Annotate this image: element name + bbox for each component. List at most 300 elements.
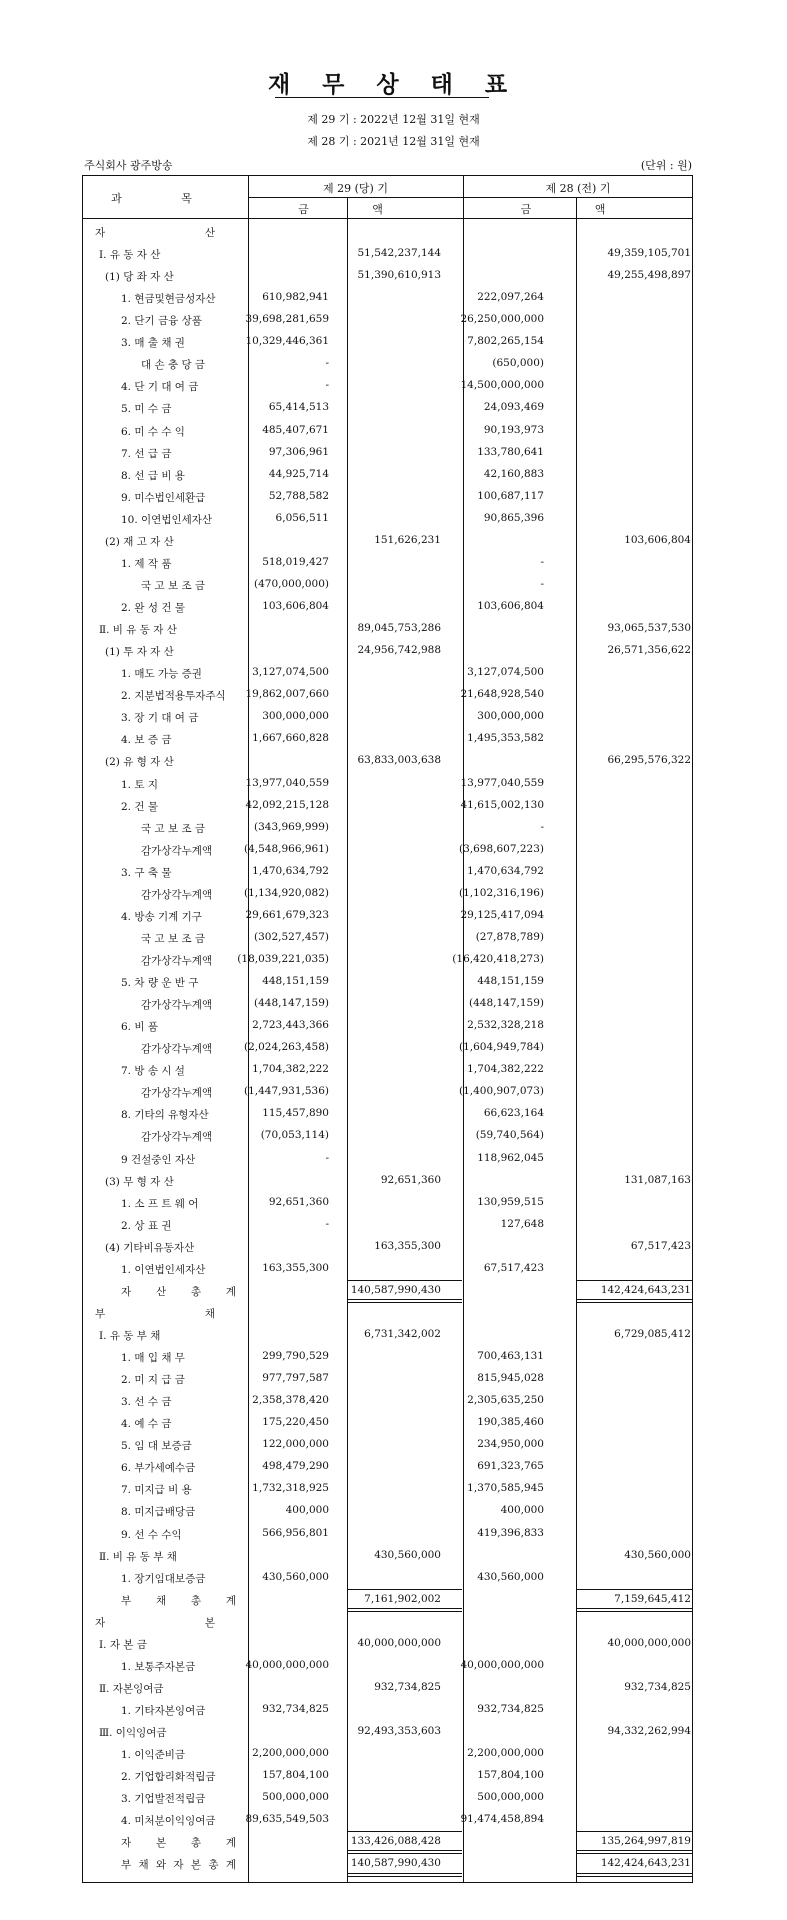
table-row	[83, 529, 694, 551]
table-row	[83, 352, 694, 374]
table-row	[83, 485, 694, 507]
current-subtotal-amount: 430,560,000	[374, 1548, 441, 1561]
current-subtotal-amount: 7,161,902,002	[364, 1592, 441, 1605]
period-current: 제 29 기 : 2022년 12월 31일 현재	[307, 113, 480, 126]
table-row	[83, 330, 694, 352]
prior-detail-amount: 13,977,040,559	[460, 776, 544, 789]
row-label: (2) 유 형 자 산	[105, 756, 174, 769]
row-label: Ⅱ. 자본잉여금	[99, 1682, 164, 1695]
prior-subtotal-amount: 142,424,643,231	[600, 1857, 691, 1870]
table-row	[83, 396, 694, 418]
table-row	[83, 1522, 694, 1544]
current-detail-amount: 299,790,529	[262, 1350, 329, 1363]
prior-detail-amount: (448,147,159)	[469, 997, 544, 1010]
current-detail-amount: (470,000,000)	[254, 577, 329, 590]
total-top-rule	[577, 1853, 692, 1854]
table-row	[83, 595, 694, 617]
table-row	[83, 992, 694, 1014]
prior-detail-amount: 190,385,460	[477, 1416, 544, 1429]
table-row	[83, 242, 694, 264]
prior-detail-amount: 500,000,000	[477, 1791, 544, 1804]
current-detail-amount: 19,862,007,660	[245, 688, 329, 701]
table-row	[83, 1632, 694, 1654]
table-row	[83, 1014, 694, 1036]
row-label: 감가상각누계액	[141, 844, 213, 857]
row-label: 국 고 보 조 금	[141, 932, 206, 945]
table-row	[83, 573, 694, 595]
current-detail-amount: (18,039,221,035)	[237, 952, 329, 965]
row-label: 1. 기타자본잉여금	[121, 1705, 206, 1718]
table-row	[83, 1213, 694, 1235]
current-subtotal-amount: 6,731,342,002	[364, 1328, 441, 1340]
current-detail-amount: (343,969,999)	[254, 820, 329, 833]
prior-detail-amount: 40,000,000,000	[460, 1658, 544, 1671]
row-label: (1) 투 자 자 산	[105, 646, 174, 659]
total-row	[83, 1588, 694, 1610]
prior-subtotal-amount: 135,264,997,819	[600, 1835, 691, 1848]
row-label: Ⅱ. 비 유 동 자 산	[99, 624, 177, 637]
header-amount-prior: 금 액	[520, 203, 636, 216]
table-row	[83, 749, 694, 771]
prior-detail-amount: 29,125,417,094	[460, 908, 544, 921]
row-label: 감가상각누계액	[141, 999, 213, 1012]
current-detail-amount: 1,667,660,828	[252, 732, 329, 745]
total-top-rule	[348, 1831, 462, 1832]
prior-detail-amount: 2,532,328,218	[467, 1019, 544, 1032]
section-heading-row	[83, 1610, 694, 1632]
prior-detail-amount: 130,959,515	[477, 1195, 544, 1208]
row-label: 7. 방 송 시 설	[121, 1065, 185, 1078]
table-row	[83, 441, 694, 463]
current-detail-amount: 92,651,360	[268, 1195, 329, 1208]
current-detail-amount: 175,220,450	[262, 1416, 329, 1429]
prior-detail-amount: 90,865,396	[483, 511, 544, 524]
current-detail-amount: 89,635,549,503	[245, 1813, 329, 1826]
header-divider	[83, 218, 693, 219]
table-row	[83, 838, 694, 860]
section-heading-row	[83, 1301, 694, 1323]
row-label: (4) 기타비유동자산	[105, 1241, 195, 1254]
section-heading-row	[83, 220, 694, 242]
table-row	[83, 1676, 694, 1698]
prior-subtotal-amount: 49,255,498,897	[607, 269, 691, 282]
table-row	[83, 264, 694, 286]
prior-subtotal-amount: 93,065,537,530	[607, 622, 691, 635]
row-label: 2. 완 성 건 물	[121, 602, 185, 615]
table-row	[83, 1235, 694, 1257]
current-detail-amount: 977,797,587	[262, 1372, 329, 1385]
current-detail-amount: 400,000	[285, 1504, 329, 1517]
row-label: Ⅲ. 이익잉여금	[99, 1727, 167, 1740]
prior-detail-amount: 400,000	[500, 1504, 544, 1517]
row-label: 9. 미수법인세환급	[121, 491, 206, 504]
total-row	[83, 1852, 694, 1874]
prior-detail-amount: (59,740,564)	[475, 1129, 544, 1142]
prior-detail-amount: 42,160,883	[483, 467, 544, 480]
row-label: 2. 미 지 급 금	[121, 1374, 185, 1387]
table-row	[83, 419, 694, 441]
row-label: (1) 당 좌 자 산	[105, 271, 174, 284]
row-label: 4. 미처분이익잉여금	[121, 1815, 216, 1828]
table-row	[83, 1102, 694, 1124]
row-label: (3) 무 형 자 산	[105, 1175, 174, 1188]
row-label: 자 본 총 계	[121, 1837, 236, 1850]
table-row	[83, 1191, 694, 1213]
row-label: 1. 매도 가능 증권	[121, 668, 202, 681]
prior-subtotal-amount: 26,571,356,622	[607, 644, 691, 657]
current-detail-amount: 566,956,801	[262, 1526, 329, 1539]
current-detail-amount: 2,723,443,366	[252, 1019, 329, 1032]
row-label: 감가상각누계액	[141, 1131, 213, 1144]
total-double-rule	[577, 1873, 692, 1877]
prior-subtotal-amount: 7,159,645,412	[614, 1592, 691, 1605]
current-detail-amount: -	[325, 379, 329, 392]
header-current-period: 제 29 (당) 기	[323, 182, 388, 195]
current-detail-amount: 163,355,300	[262, 1261, 329, 1274]
row-label: 감가상각누계액	[141, 1043, 213, 1056]
table-row	[83, 1257, 694, 1279]
row-label: Ⅰ. 유 동 자 산	[99, 249, 161, 262]
table-row	[83, 1169, 694, 1191]
table-row	[83, 374, 694, 396]
current-detail-amount: 29,661,679,323	[245, 908, 329, 921]
row-label: 1. 제 작 품	[121, 557, 172, 570]
total-double-rule	[348, 1873, 462, 1877]
prior-subtotal-amount: 6,729,085,412	[614, 1328, 691, 1340]
current-subtotal-amount: 133,426,088,428	[350, 1835, 441, 1848]
row-label: 1. 이익준비금	[121, 1749, 186, 1762]
table-row	[83, 661, 694, 683]
row-label: 자 본	[95, 1616, 215, 1629]
row-label: 4. 단 기 대 여 금	[121, 381, 199, 394]
prior-detail-amount: (1,400,907,073)	[458, 1085, 544, 1098]
table-row	[83, 683, 694, 705]
prior-detail-amount: 100,687,117	[477, 489, 544, 502]
table-row	[83, 1433, 694, 1455]
prior-detail-amount: 700,463,131	[477, 1350, 544, 1363]
page-title: 재 무 상 태 표	[267, 71, 520, 98]
row-label: 3. 장 기 대 여 금	[121, 712, 199, 725]
current-subtotal-amount: 932,734,825	[374, 1680, 441, 1693]
table-row	[83, 1742, 694, 1764]
row-label: 3. 구 축 물	[121, 866, 172, 879]
table-row	[83, 926, 694, 948]
prior-subtotal-amount: 49,359,105,701	[607, 247, 691, 260]
table-row	[83, 639, 694, 661]
prior-detail-amount: 7,802,265,154	[467, 335, 544, 348]
row-label: 대 손 충 당 금	[141, 359, 206, 372]
prior-detail-amount: 448,151,159	[477, 975, 544, 988]
table-row	[83, 1147, 694, 1169]
prior-detail-amount: 118,962,045	[477, 1151, 544, 1164]
row-label: Ⅰ. 자 본 금	[99, 1638, 147, 1651]
prior-detail-amount: 24,093,469	[483, 401, 544, 414]
total-top-rule	[348, 1589, 462, 1590]
prior-detail-amount: 133,780,641	[477, 445, 544, 458]
current-detail-amount: 52,788,582	[268, 489, 329, 502]
current-subtotal-amount: 92,651,360	[380, 1173, 441, 1186]
current-detail-amount: 932,734,825	[262, 1703, 329, 1716]
row-label: 1. 현금및현금성자산	[121, 293, 216, 306]
table-row	[83, 816, 694, 838]
current-detail-amount: (1,447,931,536)	[243, 1085, 329, 1098]
table-row	[83, 1764, 694, 1786]
prior-detail-amount: 1,370,585,945	[467, 1482, 544, 1495]
table-row	[83, 860, 694, 882]
current-detail-amount: -	[325, 357, 329, 370]
row-label: 2. 상 표 권	[121, 1219, 172, 1232]
row-label: 감가상각누계액	[141, 888, 213, 901]
current-detail-amount: 3,127,074,500	[252, 666, 329, 679]
prior-detail-amount: 41,615,002,130	[460, 798, 544, 811]
row-label: 4. 보 증 금	[121, 734, 172, 747]
prior-subtotal-amount: 40,000,000,000	[607, 1636, 691, 1649]
current-detail-amount: 448,151,159	[262, 975, 329, 988]
row-label: 8. 기타의 유형자산	[121, 1109, 209, 1122]
current-detail-amount: 1,470,634,792	[252, 864, 329, 877]
prior-detail-amount: 932,734,825	[477, 1703, 544, 1716]
prior-detail-amount: 157,804,100	[477, 1769, 544, 1782]
table-row	[83, 1367, 694, 1389]
row-label: 1. 이연법인세자산	[121, 1263, 206, 1276]
table-row	[83, 794, 694, 816]
total-top-rule	[348, 1853, 462, 1854]
row-label: (2) 재 고 자 산	[105, 535, 174, 548]
row-label: 국 고 보 조 금	[141, 822, 206, 835]
prior-detail-amount: 815,945,028	[477, 1372, 544, 1385]
table-row	[83, 772, 694, 794]
current-detail-amount: 2,200,000,000	[252, 1747, 329, 1760]
prior-detail-amount: 67,517,423	[483, 1261, 544, 1274]
prior-subtotal-amount: 94,332,262,994	[607, 1725, 691, 1738]
current-detail-amount: 65,414,513	[268, 401, 329, 414]
prior-subtotal-amount: 131,087,163	[624, 1173, 691, 1186]
row-label: 1. 장기임대보증금	[121, 1572, 206, 1585]
current-subtotal-amount: 51,390,610,913	[357, 269, 441, 282]
table-row	[83, 308, 694, 330]
row-label: 5. 차 량 운 반 구	[121, 977, 199, 990]
prior-detail-amount: 1,495,353,582	[467, 732, 544, 745]
table-row	[83, 1786, 694, 1808]
table-row	[83, 1477, 694, 1499]
current-detail-amount: 10,329,446,361	[245, 335, 329, 348]
row-label: 10. 이연법인세자산	[121, 513, 213, 526]
table-row	[83, 1698, 694, 1720]
prior-detail-amount: -	[540, 577, 544, 590]
prior-detail-amount: 127,648	[500, 1217, 544, 1230]
table-row	[83, 1808, 694, 1830]
row-label: 1. 토 지	[121, 778, 158, 791]
total-top-rule	[577, 1280, 692, 1281]
current-subtotal-amount: 92,493,353,603	[357, 1725, 441, 1738]
row-label: 6. 부가세예수금	[121, 1462, 196, 1475]
prior-detail-amount: 14,500,000,000	[460, 379, 544, 392]
row-label: 5. 임 대 보증금	[121, 1440, 192, 1453]
prior-detail-amount: 91,474,458,894	[460, 1813, 544, 1826]
current-subtotal-amount: 63,833,003,638	[357, 754, 441, 767]
current-detail-amount: 97,306,961	[268, 445, 329, 458]
current-detail-amount: (1,134,920,082)	[243, 886, 329, 899]
table-row	[83, 1411, 694, 1433]
prior-detail-amount: (650,000)	[492, 357, 544, 370]
prior-subtotal-amount: 430,560,000	[624, 1548, 691, 1561]
table-row	[83, 970, 694, 992]
prior-detail-amount: 691,323,765	[477, 1460, 544, 1473]
table-row	[83, 705, 694, 727]
current-subtotal-amount: 140,587,990,430	[350, 1857, 441, 1870]
current-detail-amount: 485,407,671	[262, 423, 329, 436]
row-label: Ⅰ. 유 동 부 채	[99, 1330, 161, 1342]
total-top-rule	[577, 1831, 692, 1832]
current-detail-amount: 157,804,100	[262, 1769, 329, 1782]
current-detail-amount: 13,977,040,559	[245, 776, 329, 789]
prior-detail-amount: -	[540, 820, 544, 833]
current-detail-amount: 6,056,511	[275, 511, 329, 524]
header-prior-period: 제 28 (전) 기	[545, 182, 611, 195]
row-label: 6. 미 수 수 익	[121, 425, 185, 438]
current-detail-amount: 1,704,382,222	[252, 1063, 329, 1076]
row-label: 자 산 총 계	[121, 1285, 236, 1298]
prior-subtotal-amount: 142,424,643,231	[600, 1283, 691, 1296]
current-detail-amount: 44,925,714	[268, 467, 329, 480]
row-label: 9. 선 수 수익	[121, 1528, 182, 1541]
current-detail-amount: (70,053,114)	[260, 1129, 329, 1142]
prior-detail-amount: 1,470,634,792	[467, 864, 544, 877]
prior-detail-amount: (1,102,316,196)	[458, 886, 544, 899]
table-row	[83, 948, 694, 970]
row-label: 국 고 보 조 금	[141, 579, 206, 592]
row-label: 2. 단기 금융 상품	[121, 315, 202, 328]
row-label: 2. 건 물	[121, 800, 158, 813]
prior-detail-amount: 66,623,164	[483, 1107, 544, 1120]
total-top-rule	[348, 1280, 462, 1281]
current-subtotal-amount: 89,045,753,286	[357, 622, 441, 635]
row-label: 1. 소 프 트 웨 어	[121, 1197, 199, 1210]
current-detail-amount: 39,698,281,659	[245, 313, 329, 326]
table-row	[83, 904, 694, 926]
row-label: 6. 비 품	[121, 1021, 158, 1034]
prior-detail-amount: 1,704,382,222	[467, 1063, 544, 1076]
table-row	[83, 463, 694, 485]
table-row	[83, 1566, 694, 1588]
current-detail-amount: (4,548,966,961)	[243, 842, 329, 855]
row-label: 3. 기업발전적립금	[121, 1793, 206, 1806]
table-row	[83, 617, 694, 639]
prior-subtotal-amount: 67,517,423	[630, 1239, 691, 1252]
current-detail-amount: (2,024,263,458)	[243, 1041, 329, 1054]
total-top-rule	[577, 1589, 692, 1590]
row-label: 4. 예 수 금	[121, 1418, 172, 1431]
table-row	[83, 286, 694, 308]
prior-subtotal-amount: 932,734,825	[624, 1680, 691, 1693]
table-row	[83, 882, 694, 904]
current-subtotal-amount: 163,355,300	[374, 1239, 441, 1252]
table-row	[83, 1345, 694, 1367]
current-detail-amount: 2,358,378,420	[252, 1394, 329, 1407]
period-prior: 제 28 기 : 2021년 12월 31일 현재	[307, 135, 480, 148]
row-label: 7. 미지급 비 용	[121, 1484, 192, 1497]
prior-detail-amount: 90,193,973	[483, 423, 544, 436]
current-detail-amount: (302,527,457)	[254, 930, 329, 943]
prior-detail-amount: (1,604,949,784)	[458, 1041, 544, 1054]
row-label: 감가상각누계액	[141, 954, 213, 967]
row-label: 8. 미지급배당금	[121, 1506, 196, 1519]
current-detail-amount: 42,092,215,128	[245, 798, 329, 811]
prior-detail-amount: 103,606,804	[477, 600, 544, 613]
prior-detail-amount: 234,950,000	[477, 1438, 544, 1451]
company-name: 주식회사 광주방송	[84, 159, 173, 172]
row-label: Ⅱ. 비 유 동 부 채	[99, 1550, 177, 1563]
prior-detail-amount: 26,250,000,000	[460, 313, 544, 326]
total-row	[83, 1279, 694, 1301]
prior-subtotal-amount: 66,295,576,322	[607, 754, 691, 767]
current-subtotal-amount: 40,000,000,000	[357, 1636, 441, 1649]
row-label: 3. 매 출 채 권	[121, 337, 185, 350]
row-label: 2. 지분법적용투자주식	[121, 690, 226, 703]
prior-detail-amount: 2,200,000,000	[467, 1747, 544, 1760]
row-label: 1. 매 입 채 무	[121, 1352, 185, 1365]
row-label: 8. 선 급 비 용	[121, 469, 185, 482]
row-label: 감가상각누계액	[141, 1087, 213, 1100]
unit-label: (단위 : 원)	[640, 159, 692, 172]
prior-detail-amount: (16,420,418,273)	[452, 952, 544, 965]
row-label: 3. 선 수 금	[121, 1396, 172, 1409]
prior-detail-amount: 3,127,074,500	[467, 666, 544, 679]
current-detail-amount: 430,560,000	[262, 1570, 329, 1583]
table-row	[83, 1323, 694, 1345]
table-row	[83, 1036, 694, 1058]
current-detail-amount: -	[325, 1217, 329, 1230]
header-amount-current: 금 액	[298, 203, 413, 216]
current-detail-amount: 518,019,427	[262, 555, 329, 568]
balance-sheet-table	[82, 175, 693, 1883]
table-row	[83, 1389, 694, 1411]
table-row	[83, 1455, 694, 1477]
total-row	[83, 1830, 694, 1852]
table-row	[83, 1544, 694, 1566]
current-detail-amount: 40,000,000,000	[245, 1658, 329, 1671]
prior-detail-amount: (27,878,789)	[475, 930, 544, 943]
table-row	[83, 1124, 694, 1146]
current-detail-amount: 610,982,941	[262, 291, 329, 304]
prior-detail-amount: 21,648,928,540	[460, 688, 544, 701]
current-subtotal-amount: 140,587,990,430	[350, 1283, 441, 1296]
prior-detail-amount: 222,097,264	[477, 291, 544, 304]
row-label: 1. 보통주자본금	[121, 1660, 196, 1673]
row-label: 자 산	[95, 227, 215, 239]
table-row	[83, 507, 694, 529]
current-detail-amount: 115,457,890	[262, 1107, 329, 1120]
row-label: 부 채 총 계	[121, 1594, 236, 1607]
header-subject: 과 목	[111, 192, 220, 205]
row-label: 4. 방송 기계 기구	[121, 910, 202, 923]
row-label: 부 채 와 자 본 총 계	[121, 1859, 236, 1872]
table-row	[83, 551, 694, 573]
table-row	[83, 1720, 694, 1742]
current-detail-amount: 300,000,000	[262, 710, 329, 723]
prior-detail-amount: 2,305,635,250	[467, 1394, 544, 1407]
current-detail-amount: 498,479,290	[262, 1460, 329, 1473]
current-subtotal-amount: 51,542,237,144	[357, 247, 441, 260]
table-row	[83, 1654, 694, 1676]
current-subtotal-amount: 24,956,742,988	[357, 644, 441, 657]
prior-detail-amount: 300,000,000	[477, 710, 544, 723]
row-label: 9 건설중인 자산	[121, 1153, 196, 1166]
current-detail-amount: 1,732,318,925	[252, 1482, 329, 1495]
row-label: 2. 기업합리화적립금	[121, 1771, 216, 1784]
row-label: 7. 선 급 금	[121, 447, 172, 460]
title-underline	[275, 97, 489, 98]
